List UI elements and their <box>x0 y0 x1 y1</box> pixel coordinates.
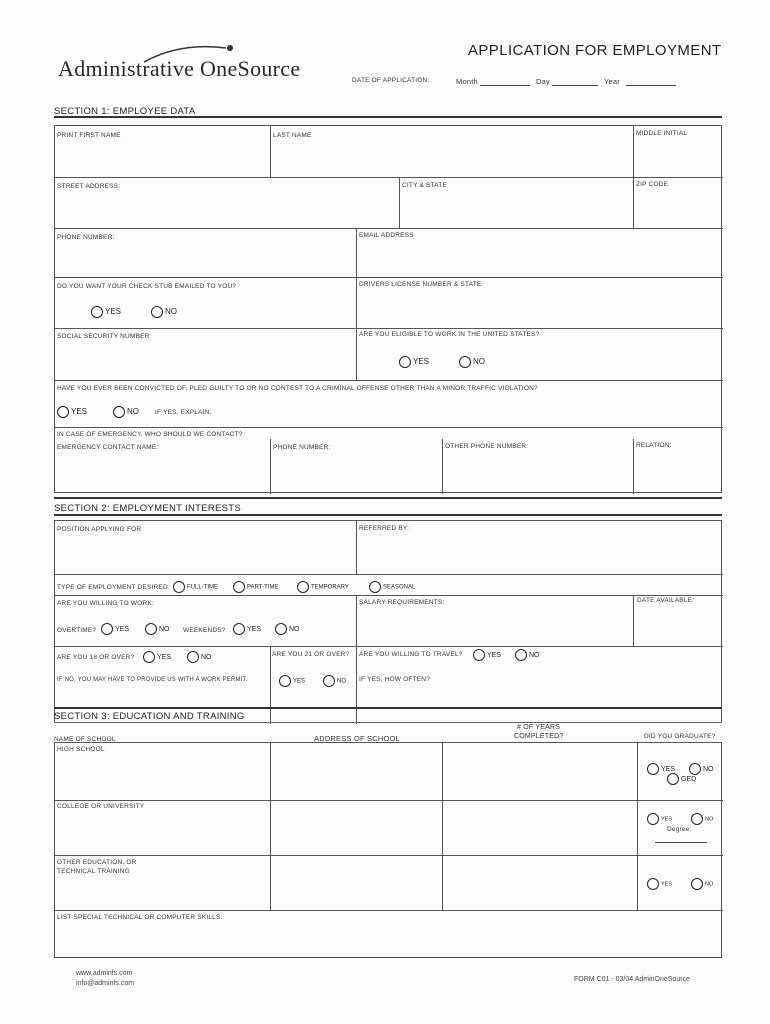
age-18-yes[interactable]: YES <box>143 651 171 663</box>
phone-number-label: PHONE NUMBER: <box>57 234 115 241</box>
email-address-label: EMAIL ADDRESS <box>359 232 414 239</box>
overtime-label: OVERTIME? <box>57 627 97 634</box>
college-graduate-yes[interactable]: YES <box>647 813 672 825</box>
section-1-grid <box>54 125 722 493</box>
overtime-no[interactable]: NO <box>145 623 170 635</box>
first-name-label: PRINT FIRST NAME <box>57 132 121 139</box>
check-stub-no[interactable]: NO <box>151 306 177 318</box>
radio-circle-icon <box>647 763 659 775</box>
years-completed-header-1: # OF YEARS <box>517 724 561 731</box>
radio-circle-icon <box>473 649 485 661</box>
name-of-school-header: NAME OF SCHOOL <box>54 736 116 743</box>
radio-circle-icon <box>233 581 245 593</box>
travel-yes[interactable]: YES <box>473 649 501 661</box>
radio-circle-icon <box>459 356 471 368</box>
radio-circle-icon <box>399 356 411 368</box>
age-18-no[interactable]: NO <box>187 651 212 663</box>
section-2-grid <box>54 520 722 723</box>
footer-website[interactable]: www.adminfs.com <box>76 970 133 977</box>
weekends-yes[interactable]: YES <box>233 623 261 635</box>
salary-label: SALARY REQUIREMENTS: <box>359 599 445 606</box>
high-school-label: HIGH SCHOOL <box>57 746 105 753</box>
other-graduate-yes[interactable]: YES <box>647 878 672 890</box>
radio-circle-icon <box>647 813 659 825</box>
college-label: COLLEGE OR UNIVERSITY <box>57 803 145 810</box>
age-18-label: ARE YOU 18 OR OVER? <box>57 654 135 661</box>
emergency-question: IN CASE OF EMERGENCY, WHO SHOULD WE CONTACT? <box>57 431 243 438</box>
eligible-no[interactable]: NO <box>459 356 485 368</box>
form-number: FORM C01 - 03/04 AdminOneSource <box>574 976 690 983</box>
footer-email[interactable]: info@adminfs.com <box>76 980 135 987</box>
how-often-label: IF YES, HOW OFTEN? <box>359 676 431 683</box>
radio-circle-icon <box>369 581 381 593</box>
graduate-header: DID YOU GRADUATE? <box>644 733 716 740</box>
section-divider <box>54 116 722 118</box>
college-graduate-no[interactable]: NO <box>691 813 713 825</box>
check-stub-question: DO YOU WANT YOUR CHECK STUB EMAILED TO YOU? <box>57 283 237 290</box>
radio-circle-icon <box>323 675 335 687</box>
relation-label: RELATION: <box>636 442 672 449</box>
hs-ged[interactable]: GED <box>667 773 696 785</box>
drivers-license-label: DRIVERS LICENSE NUMBER & STATE <box>359 281 482 288</box>
radio-circle-icon <box>57 406 69 418</box>
weekends-no[interactable]: NO <box>275 623 300 635</box>
check-stub-yes[interactable]: YES <box>91 306 121 318</box>
convicted-yes[interactable]: YES <box>57 406 87 418</box>
emergency-phone-label: PHONE NUMBER: <box>273 444 331 451</box>
radio-circle-icon <box>667 773 679 785</box>
section-divider <box>54 722 722 723</box>
section-2-title: SECTION 2: EMPLOYMENT INTERESTS <box>54 503 242 514</box>
overtime-yes[interactable]: YES <box>101 623 129 635</box>
full-time-option[interactable]: FULL-TIME <box>173 581 218 593</box>
age-21-yes[interactable]: YES <box>279 675 305 687</box>
other-education-label-1: OTHER EDUCATION, OR <box>57 859 137 866</box>
section-3-grid <box>54 742 722 958</box>
willing-to-work-label: ARE YOU WILLING TO WORK: <box>57 600 154 607</box>
age-21-label: ARE YOU 21 OR OVER? <box>272 651 350 658</box>
radio-circle-icon <box>91 306 103 318</box>
date-of-application-label: DATE OF APPLICATION: <box>352 77 430 84</box>
radio-circle-icon <box>113 406 125 418</box>
other-graduate-no[interactable]: NO <box>691 878 713 890</box>
work-permit-note: IF NO, YOU MAY HAVE TO PROVIDE US WITH A WORK PERMIT. <box>57 677 248 683</box>
part-time-option[interactable]: PART-TIME <box>233 581 278 593</box>
radio-circle-icon <box>145 623 157 635</box>
radio-circle-icon <box>297 581 309 593</box>
years-completed-header-2: COMPLETED? <box>514 733 564 740</box>
last-name-label: LAST NAME <box>273 132 312 139</box>
radio-circle-icon <box>515 649 527 661</box>
radio-circle-icon <box>691 813 703 825</box>
date-available-label: DATE AVAILABLE: <box>637 597 695 604</box>
radio-circle-icon <box>143 651 155 663</box>
hs-graduate-yes[interactable]: YES <box>647 763 675 775</box>
radio-circle-icon <box>647 878 659 890</box>
age-21-no[interactable]: NO <box>323 675 346 687</box>
day-field[interactable] <box>552 79 598 86</box>
day-label: Day <box>536 77 550 86</box>
form-title: APPLICATION FOR EMPLOYMENT <box>468 42 722 59</box>
employment-type-label: TYPE OF EMPLOYMENT DESIRED: <box>57 584 170 591</box>
address-of-school-header: ADDRESS OF SCHOOL <box>314 734 400 743</box>
position-label: POSITION APPLYING FOR <box>57 526 142 533</box>
travel-no[interactable]: NO <box>515 649 540 661</box>
hs-graduate-no[interactable]: NO <box>689 763 714 775</box>
radio-circle-icon <box>173 581 185 593</box>
eligible-yes[interactable]: YES <box>399 356 429 368</box>
section-divider <box>54 497 722 499</box>
section-divider <box>54 514 722 516</box>
travel-label: ARE YOU WILLING TO TRAVEL? <box>359 651 463 658</box>
year-field[interactable] <box>626 79 676 86</box>
convicted-question: HAVE YOU EVER BEEN CONVICTED OF, PLED GUILTY TO OR NO CONTEST TO A CRIMINAL OFFENSE OTHER THAN A MINOR TRAFFIC VIOLATION? <box>57 385 538 392</box>
seasonal-option[interactable]: SEASONAL <box>369 581 415 593</box>
degree-label: Degree: <box>667 826 692 833</box>
ssn-label: SOCIAL SECURITY NUMBER <box>57 333 150 340</box>
weekends-label: WEEKENDS? <box>183 627 226 634</box>
if-yes-explain-label: IF YES, EXPLAIN. <box>155 409 212 416</box>
section-1-title: SECTION 1: EMPLOYEE DATA <box>54 106 196 117</box>
radio-circle-icon <box>279 675 291 687</box>
year-label: Year <box>604 77 620 86</box>
street-address-label: STREET ADDRESS: <box>57 183 121 190</box>
zip-code-label: ZIP CODE <box>636 181 669 188</box>
eligible-to-work-question: ARE YOU ELIGIBLE TO WORK IN THE UNITED STATES? <box>359 331 540 338</box>
section-divider <box>54 707 722 709</box>
temporary-option[interactable]: TEMPORARY <box>297 581 349 593</box>
middle-initial-label: MIDDLE INITIAL <box>636 130 688 137</box>
radio-circle-icon <box>151 306 163 318</box>
other-phone-label: OTHER PHONE NUMBER: <box>445 443 529 450</box>
company-logo: Administrative OneSource <box>58 56 301 81</box>
month-label: Month <box>456 77 478 86</box>
referred-by-label: REFERRED BY: <box>359 525 410 532</box>
radio-circle-icon <box>101 623 113 635</box>
radio-circle-icon <box>233 623 245 635</box>
month-field[interactable] <box>480 79 530 86</box>
degree-field[interactable] <box>655 842 707 843</box>
emergency-name-label: EMERGENCY CONTACT NAME: <box>57 444 159 451</box>
section-3-title: SECTION 3: EDUCATION AND TRAINING <box>54 711 245 722</box>
other-education-label-2: TECHNICAL TRAINING <box>57 868 130 875</box>
skills-label: LIST SPECIAL TECHNICAL OR COMPUTER SKILLS: <box>57 914 223 921</box>
city-state-label: CITY & STATE <box>402 182 448 189</box>
radio-circle-icon <box>691 878 703 890</box>
convicted-no[interactable]: NO <box>113 406 139 418</box>
radio-circle-icon <box>275 623 287 635</box>
radio-circle-icon <box>187 651 199 663</box>
